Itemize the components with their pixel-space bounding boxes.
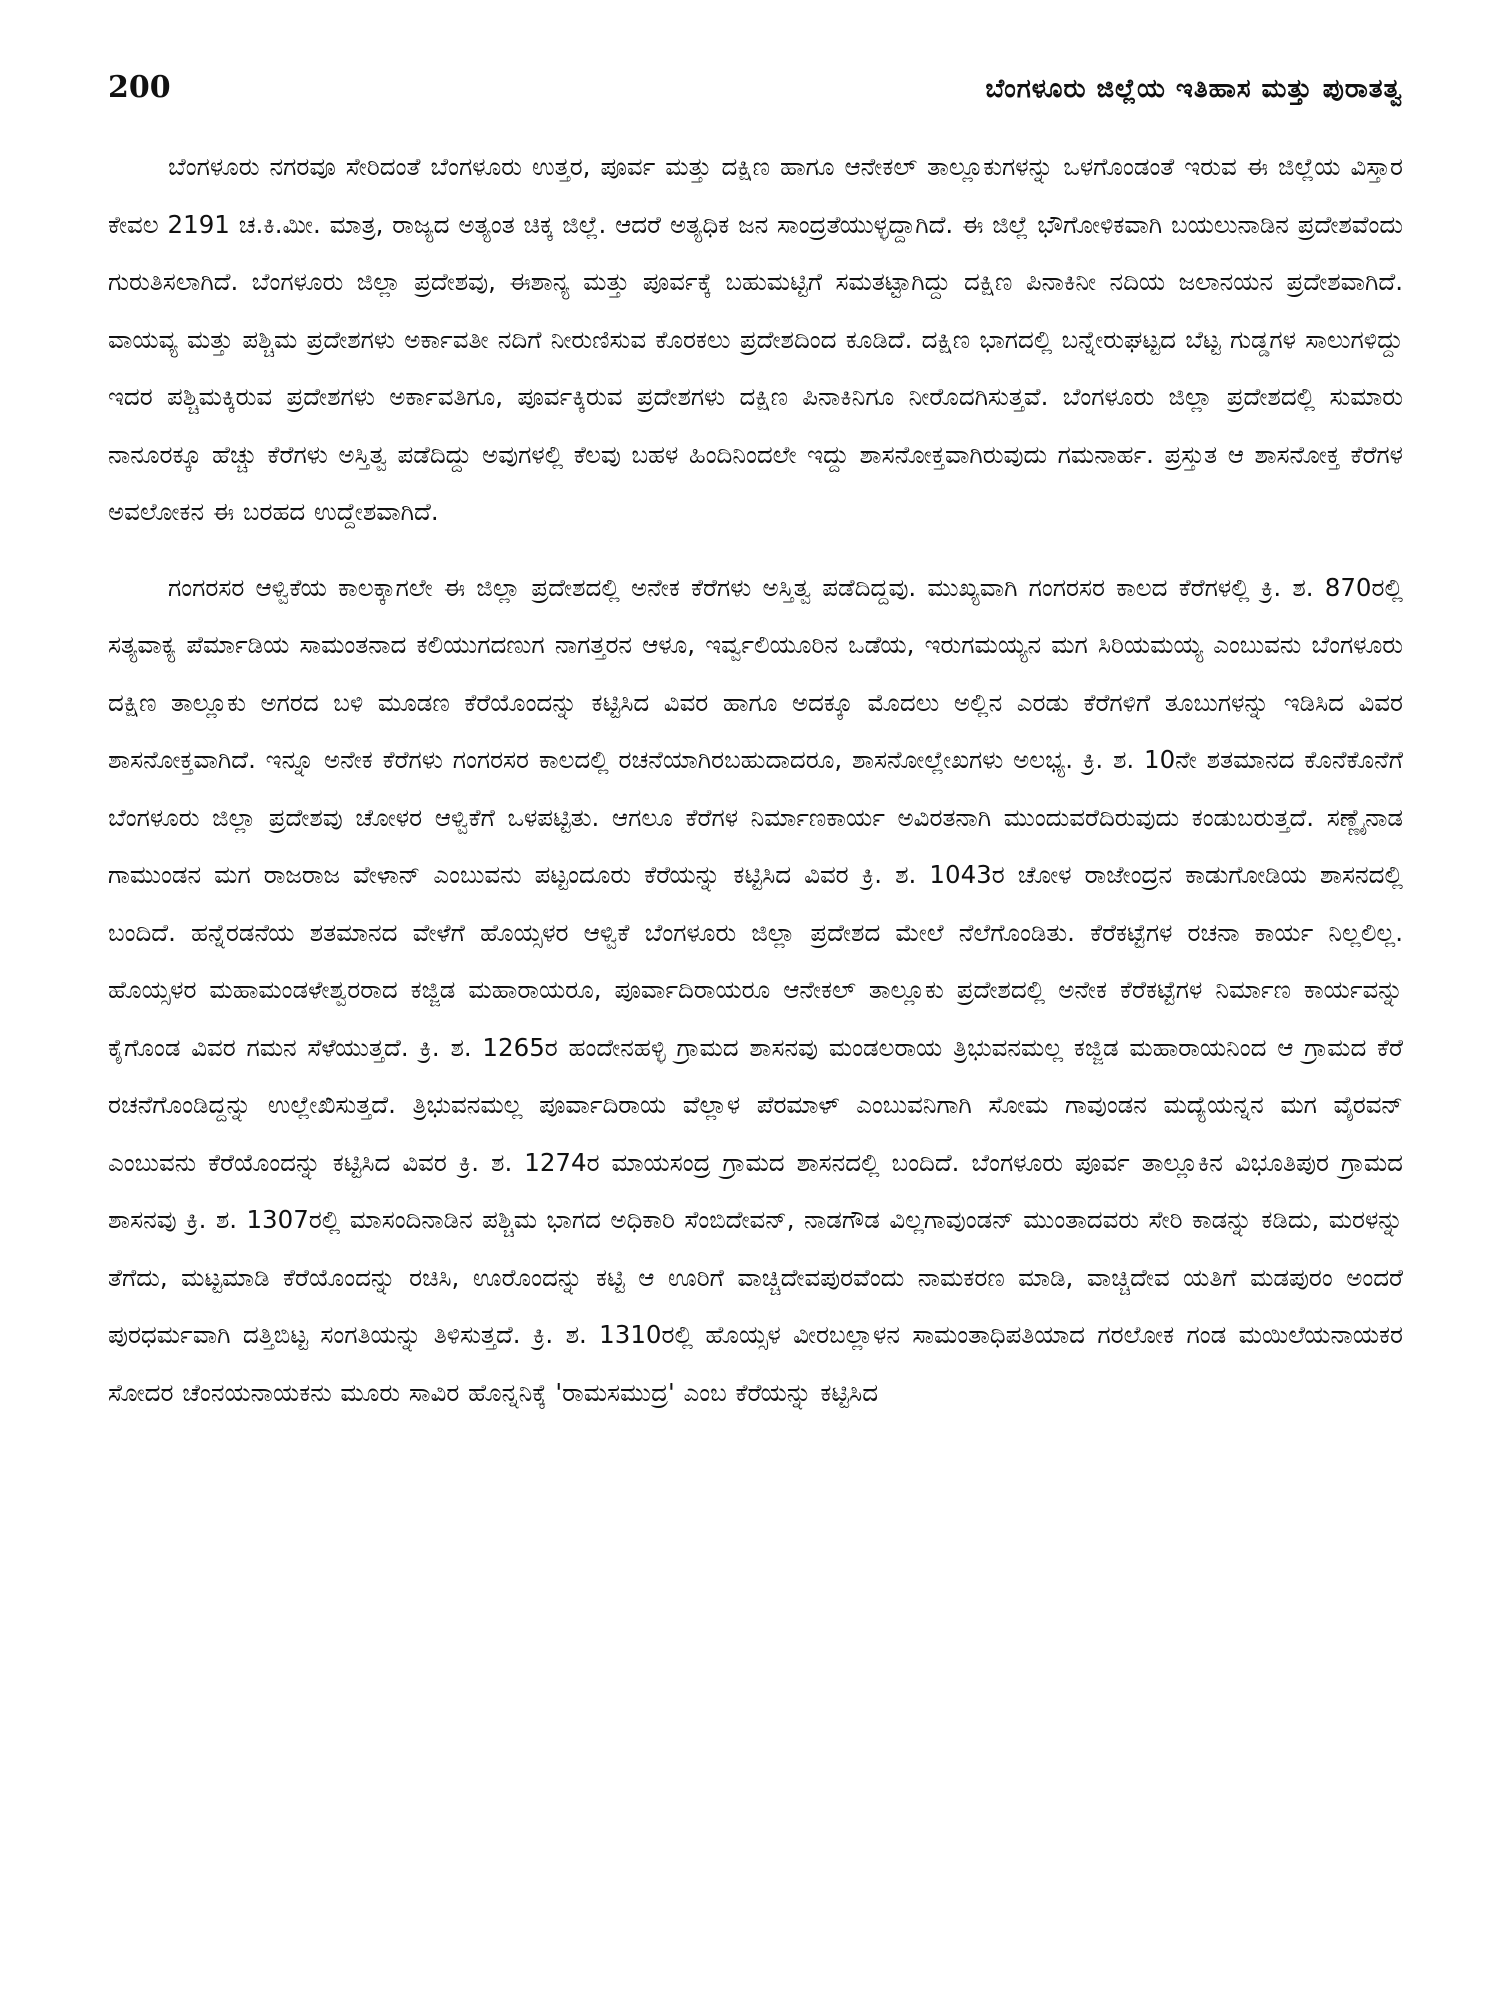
running-title: ಬೆಂಗಳೂರು ಜಿಲ್ಲೆಯ ಇತಿಹಾಸ ಮತ್ತು ಪುರಾತತ್ವ xyxy=(985,74,1403,104)
running-header xyxy=(108,70,1403,120)
book-page xyxy=(108,70,1403,1960)
page-number: 200 xyxy=(108,70,171,105)
body-paragraph-2: ಗಂಗರಸರ ಆಳ್ವಿಕೆಯ ಕಾಲಕ್ಕಾಗಲೇ ಈ ಜಿಲ್ಲಾ ಪ್ರದೇಶದಲ್ಲಿ ಅನೇಕ ಕೆರೆಗಳು ಅಸ್ತಿತ್ವ ಪಡೆದಿದ್ದವು. ಮುಖ್ಯವಾಗಿ ಗಂಗರಸರ ಕಾಲದ ಕೆರೆಗಳಲ್ಲಿ ಕ್ರಿ. ಶ. 870ರಲ್ಲಿ ಸತ್ಯವಾಕ್ಯ ಪೆರ್ಮಾಡಿಯ ಸಾಮಂತನಾದ ಕಲಿಯುಗದಣುಗ ನಾಗತ್ತರನ ಆಳೂ, ಇರ್ವ್ವಲಿಯೂರಿನ ಒಡೆಯ, ಇರುಗಮಯ್ಯನ ಮಗ ಸಿರಿಯಮಯ್ಯ ಎಂಬುವನು ಬೆಂಗಳೂರು ದಕ್ಷಿಣ ತಾಲ್ಲೂಕು ಅಗರದ ಬಳಿ ಮೂಡಣ ಕೆರೆಯೊಂದನ್ನು ಕಟ್ಟಿಸಿದ ವಿವರ ಹಾಗೂ ಅದಕ್ಕೂ ಮೊದಲು ಅಲ್ಲಿನ ಎರಡು ಕೆರೆಗಳಿಗೆ ತೂಬುಗಳನ್ನು ಇಡಿಸಿದ ವಿವರ ಶಾಸನೋಕ್ತವಾಗಿದೆ. ಇನ್ನೂ ಅನೇಕ ಕೆರೆಗಳು ಗಂಗರಸರ ಕಾಲದಲ್ಲಿ ರಚನೆಯಾಗಿರಬಹುದಾದರೂ, ಶಾಸನೋಲ್ಲೇಖಗಳು ಅಲಭ್ಯ. ಕ್ರಿ. ಶ. 10ನೇ ಶತಮಾನದ ಕೊನೆಕೊನೆಗೆ ಬೆಂಗಳೂರು ಜಿಲ್ಲಾ ಪ್ರದೇಶವು ಚೋಳರ ಆಳ್ವಿಕೆಗೆ ಒಳಪಟ್ಟಿತು. ಆಗಲೂ ಕೆರೆಗಳ ನಿರ್ಮಾಣಕಾರ್ಯ ಅವಿರತನಾಗಿ ಮುಂದುವರೆದಿರುವುದು ಕಂಡುಬರುತ್ತದೆ. ಸಣ್ಣೈನಾಡ ಗಾಮುಂಡನ ಮಗ ರಾಜರಾಜ ವೇಳಾನ್ ಎಂಬುವನು ಪಟ್ಟಂದೂರು ಕೆರೆಯನ್ನು ಕಟ್ಟಿಸಿದ ವಿವರ ಕ್ರಿ. ಶ. 1043ರ ಚೋಳ ರಾಜೇಂದ್ರನ ಕಾಡುಗೋಡಿಯ ಶಾಸನದಲ್ಲಿ ಬಂದಿದೆ. ಹನ್ನೆರಡನೆಯ ಶತಮಾನದ ವೇಳೆಗೆ ಹೊಯ್ಸಳರ ಆಳ್ವಿಕೆ ಬೆಂಗಳೂರು ಜಿಲ್ಲಾ ಪ್ರದೇಶದ ಮೇಲೆ ನೆಲೆಗೊಂಡಿತು. ಕೆರೆಕಟ್ಟೆಗಳ ರಚನಾ ಕಾರ್ಯ ನಿಲ್ಲಲಿಲ್ಲ. ಹೊಯ್ಸಳರ ಮಹಾಮಂಡಳೇಶ್ವರರಾದ ಕಜ್ಜಿಡ ಮಹಾರಾಯರೂ, ಪೂರ್ವಾದಿರಾಯರೂ ಆನೇಕಲ್ ತಾಲ್ಲೂಕು ಪ್ರದೇಶದಲ್ಲಿ ಅನೇಕ ಕೆರೆಕಟ್ಟೆಗಳ ನಿರ್ಮಾಣ ಕಾರ್ಯವನ್ನು ಕೈಗೊಂಡ ವಿವರ ಗಮನ ಸೆಳೆಯುತ್ತದೆ. ಕ್ರಿ. ಶ. 1265ರ ಹಂದೇನಹಳ್ಳಿ ಗ್ರಾಮದ ಶಾಸನವು ಮಂಡಲರಾಯ ತ್ರಿಭುವನಮಲ್ಲ ಕಜ್ಜಿಡ ಮಹಾರಾಯನಿಂದ ಆ ಗ್ರಾಮದ ಕೆರೆ ರಚನೆಗೊಂಡಿದ್ದನ್ನು ಉಲ್ಲೇಖಿಸುತ್ತದೆ. ತ್ರಿಭುವನಮಲ್ಲ ಪೂರ್ವಾದಿರಾಯ ವೆಲ್ಲಾಳ ಪೆರಮಾಳ್ ಎಂಬುವನಿಗಾಗಿ ಸೋಮ ಗಾವುಂಡನ ಮದ್ಯೆಯನ್ನನ ಮಗ ವೈರವನ್ ಎಂಬುವನು ಕೆರೆಯೊಂದನ್ನು ಕಟ್ಟಿಸಿದ ವಿವರ ಕ್ರಿ. ಶ. 1274ರ ಮಾಯಸಂದ್ರ ಗ್ರಾಮದ ಶಾಸನದಲ್ಲಿ ಬಂದಿದೆ. ಬೆಂಗಳೂರು ಪೂರ್ವ ತಾಲ್ಲೂಕಿನ ವಿಭೂತಿಪುರ ಗ್ರಾಮದ ಶಾಸನವು ಕ್ರಿ. ಶ. 1307ರಲ್ಲಿ ಮಾಸಂದಿನಾಡಿನ ಪಶ್ಚಿಮ ಭಾಗದ ಅಧಿಕಾರಿ ಸೆಂಬಿದೇವನ್, ನಾಡಗೌಡ ವಿಲ್ಲಗಾವುಂಡನ್ ಮುಂತಾದವರು ಸೇರಿ ಕಾಡನ್ನು ಕಡಿದು, ಮರಳನ್ನು ತೆಗೆದು, ಮಟ್ಟಮಾಡಿ ಕೆರೆಯೊಂದನ್ನು ರಚಿಸಿ, ಊರೊಂದನ್ನು ಕಟ್ಟಿ ಆ ಊರಿಗೆ ವಾಚ್ಚಿದೇವಪುರವೆಂದು ನಾಮಕರಣ ಮಾಡಿ, ವಾಚ್ಚಿದೇವ ಯತಿಗೆ ಮಡಪುರಂ ಅಂದರೆ ಪುರಧರ್ಮವಾಗಿ ದತ್ತಿಬಿಟ್ಟ ಸಂಗತಿಯನ್ನು ತಿಳಿಸುತ್ತದೆ. ಕ್ರಿ. ಶ. 1310ರಲ್ಲಿ ಹೊಯ್ಸಳ ವೀರಬಲ್ಲಾಳನ ಸಾಮಂತಾಧಿಪತಿಯಾದ ಗರಲೋಕ ಗಂಡ ಮಯಿಲೆಯನಾಯಕರ ಸೋದರ ಚೆಂನಯನಾಯಕನು ಮೂರು ಸಾವಿರ ಹೊನ್ನನಿಕ್ಕೆ 'ರಾಮಸಮುದ್ರ' ಎಂಬ ಕೆರೆಯನ್ನು ಕಟ್ಟಿಸಿದ xyxy=(108,572,1403,1407)
body-paragraph-1: ಬೆಂಗಳೂರು ನಗರವೂ ಸೇರಿದಂತೆ ಬೆಂಗಳೂರು ಉತ್ತರ, ಪೂರ್ವ ಮತ್ತು ದಕ್ಷಿಣ ಹಾಗೂ ಆನೇಕಲ್ ತಾಲ್ಲೂಕುಗಳನ್ನು ಒಳಗೊಂಡಂತೆ ಇರುವ ಈ ಜಿಲ್ಲೆಯ ವಿಸ್ತಾರ ಕೇವಲ 2191 ಚ.ಕಿ.ಮೀ. ಮಾತ್ರ, ರಾಜ್ಯದ ಅತ್ಯಂತ ಚಿಕ್ಕ ಜಿಲ್ಲೆ. ಆದರೆ ಅತ್ಯಧಿಕ ಜನ ಸಾಂದ್ರತೆಯುಳ್ಳದ್ದಾಗಿದೆ. ಈ ಜಿಲ್ಲೆ ಭೌಗೋಳಿಕವಾಗಿ ಬಯಲುನಾಡಿನ ಪ್ರದೇಶವೆಂದು ಗುರುತಿಸಲಾಗಿದೆ. ಬೆಂಗಳೂರು ಜಿಲ್ಲಾ ಪ್ರದೇಶವು, ಈಶಾನ್ಯ ಮತ್ತು ಪೂರ್ವಕ್ಕೆ ಬಹುಮಟ್ಟಿಗೆ ಸಮತಟ್ಟಾಗಿದ್ದು ದಕ್ಷಿಣ ಪಿನಾಕಿನೀ ನದಿಯ ಜಲಾನಯನ ಪ್ರದೇಶವಾಗಿದೆ. ವಾಯವ್ಯ ಮತ್ತು ಪಶ್ಚಿಮ ಪ್ರದೇಶಗಳು ಅರ್ಕಾವತೀ ನದಿಗೆ ನೀರುಣಿಸುವ ಕೊರಕಲು ಪ್ರದೇಶದಿಂದ ಕೂಡಿದೆ. ದಕ್ಷಿಣ ಭಾಗದಲ್ಲಿ ಬನ್ನೇರುಘಟ್ಟದ ಬೆಟ್ಟ ಗುಡ್ಡಗಳ ಸಾಲುಗಳಿದ್ದು ಇದರ ಪಶ್ಚಿಮಕ್ಕಿರುವ ಪ್ರದೇಶಗಳು ಅರ್ಕಾವತಿಗೂ, ಪೂರ್ವಕ್ಕಿರುವ ಪ್ರದೇಶಗಳು ದಕ್ಷಿಣ ಪಿನಾಕಿನಿಗೂ ನೀರೊದಗಿಸುತ್ತವೆ. ಬೆಂಗಳೂರು ಜಿಲ್ಲಾ ಪ್ರದೇಶದಲ್ಲಿ ಸುಮಾರು ನಾನೂರಕ್ಕೂ ಹೆಚ್ಚು ಕೆರೆಗಳು ಅಸ್ತಿತ್ವ ಪಡೆದಿದ್ದು ಅವುಗಳಲ್ಲಿ ಕೆಲವು ಬಹಳ ಹಿಂದಿನಿಂದಲೇ ಇದ್ದು ಶಾಸನೋಕ್ತವಾಗಿರುವುದು ಗಮನಾರ್ಹ. ಪ್ರಸ್ತುತ ಆ ಶಾಸನೋಕ್ತ ಕೆರೆಗಳ ಅವಲೋಕನ ಈ ಬರಹದ ಉದ್ದೇಶವಾಗಿದೆ. xyxy=(108,152,1403,526)
